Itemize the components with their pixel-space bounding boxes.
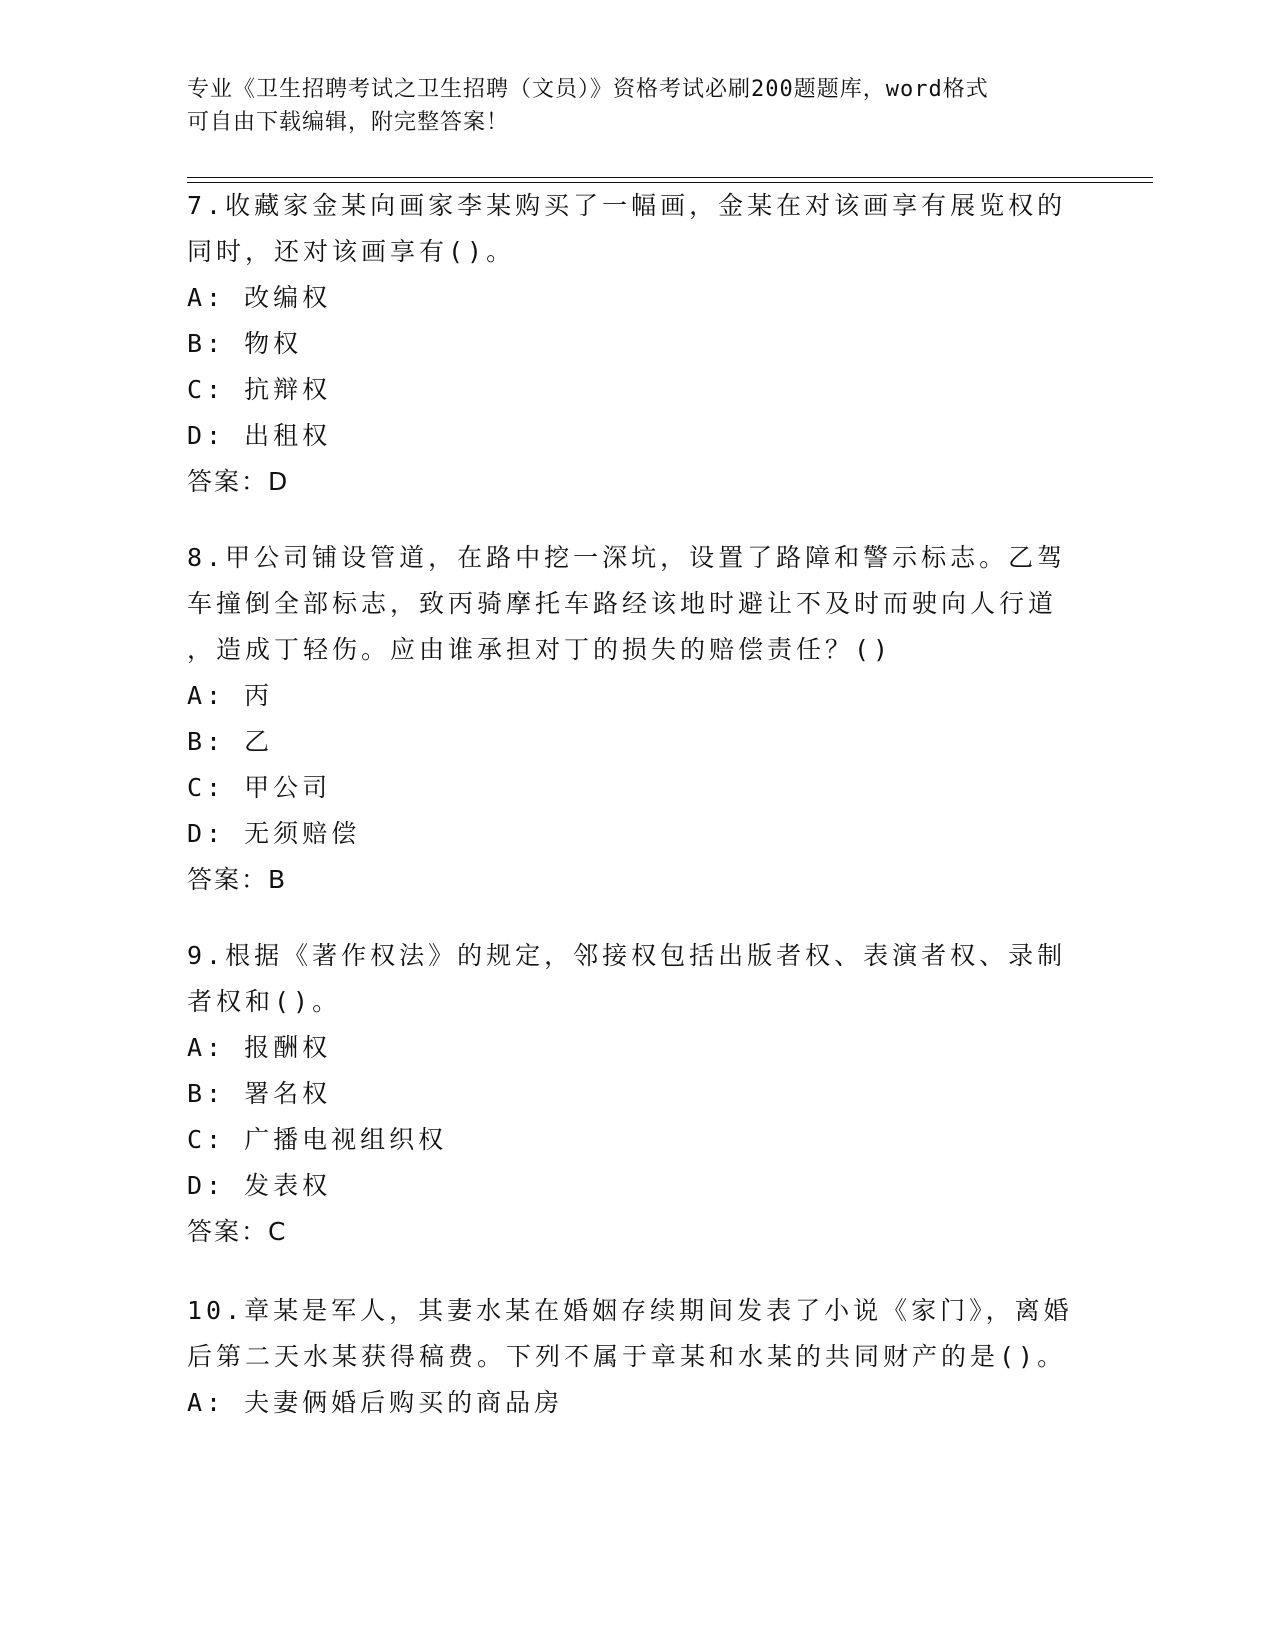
question-stem-line: 后第二天水某获得稿费。下列不属于章某和水某的共同财产的是()。	[187, 1342, 1067, 1371]
question-7	[187, 183, 1087, 505]
answer-text: 答案：D	[187, 467, 290, 496]
document-header	[187, 73, 1087, 139]
option-d: D: 发表权	[187, 1171, 332, 1200]
option-b: B: 乙	[187, 727, 274, 756]
question-10	[187, 1288, 1087, 1426]
option-a: A: 报酬权	[187, 1033, 332, 1062]
header-divider-top	[187, 177, 1153, 178]
question-stem-line: 者权和()。	[187, 987, 342, 1016]
question-stem-line: 车撞倒全部标志，致丙骑摩托车路经该地时避让不及时而驶向人行道	[187, 589, 1058, 618]
header-line-1: 专业《卫生招聘考试之卫生招聘（文员）》资格考试必刷200题题库，word格式	[187, 77, 989, 102]
question-8	[187, 535, 1087, 903]
option-c: C: 甲公司	[187, 773, 332, 802]
answer-text: 答案：B	[187, 865, 288, 894]
question-stem-line: 10.章某是军人，其妻水某在婚姻存续期间发表了小说《家门》，离婚	[187, 1296, 1073, 1325]
option-a: A: 丙	[187, 681, 274, 710]
option-a: A: 夫妻俩婚后购买的商品房	[187, 1388, 564, 1417]
option-c: C: 抗辩权	[187, 375, 332, 404]
header-line-2: 可自由下载编辑，附完整答案！	[187, 110, 510, 135]
option-b: B: 物权	[187, 329, 303, 358]
question-9	[187, 933, 1087, 1255]
question-stem-line: ，造成丁轻伤。应由谁承担对丁的损失的赔偿责任？()	[187, 635, 893, 664]
question-stem-line: 同时，还对该画享有()。	[187, 237, 516, 266]
question-stem-line: 8.甲公司铺设管道，在路中挖一深坑，设置了路障和警示标志。乙驾	[187, 543, 1067, 572]
option-d: D: 出租权	[187, 421, 332, 450]
question-stem-line: 7.收藏家金某向画家李某购买了一幅画，金某在对该画享有展览权的	[187, 191, 1067, 220]
option-a: A: 改编权	[187, 283, 332, 312]
option-c: C: 广播电视组织权	[187, 1125, 448, 1154]
question-stem-line: 9.根据《著作权法》的规定，邻接权包括出版者权、表演者权、录制	[187, 941, 1067, 970]
option-b: B: 署名权	[187, 1079, 332, 1108]
answer-text: 答案：C	[187, 1217, 288, 1246]
option-d: D: 无须赔偿	[187, 819, 361, 848]
